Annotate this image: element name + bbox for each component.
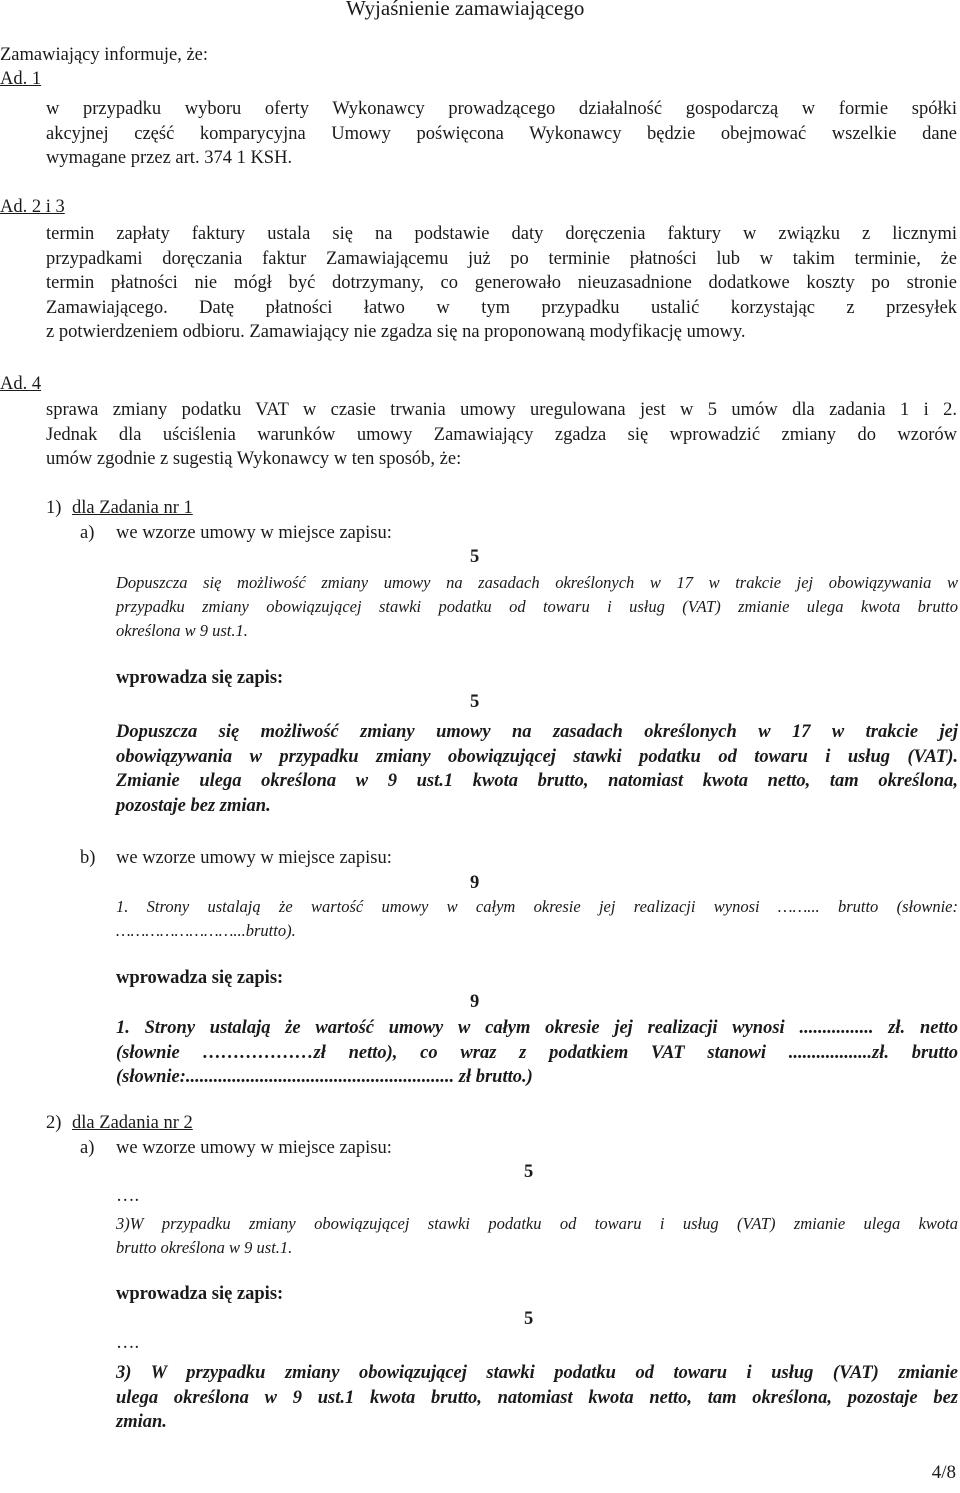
ad23-label-text: Ad. 2 i 3 xyxy=(0,197,65,217)
intro-text: Zamawiający informuje, że: xyxy=(0,45,209,65)
task1a-old-line: określona w 9 ust.1. xyxy=(116,621,248,640)
task1a-new-line: Dopuszcza się możliwość zmiany umowy na zasadach określonych w 17 w trakcie jej xyxy=(116,722,958,742)
task1b-new-section: 9 xyxy=(470,992,480,1012)
ad23-line: termin zapłaty faktury ustala się na podstawie daty doręczenia faktury w związku z licznymi xyxy=(46,224,957,244)
ad1-paragraph xyxy=(46,97,957,171)
task1a-new-line: Zmianie ulega określona w 9 ust.1 kwota brutto, natomiast kwota netto, tam określona, xyxy=(116,771,958,791)
task2a-old-paragraph xyxy=(116,1212,958,1260)
task2a-old-line: brutto określona w 9 ust.1. xyxy=(116,1238,293,1257)
task2a-new-section: 5 xyxy=(524,1309,534,1329)
task1b-section: 9 xyxy=(470,873,480,893)
task1a-new-section: 5 xyxy=(470,692,480,712)
task2a-new-ellipsis: …. xyxy=(116,1333,140,1353)
ad4-paragraph xyxy=(46,398,957,472)
task2a-ellipsis: …. xyxy=(116,1186,140,1206)
task1b-new-paragraph xyxy=(116,1016,958,1090)
task1-heading xyxy=(46,498,193,519)
task2a-old-line: 3)W przypadku zmiany obowiązującej stawki podatku od towaru i usług (VAT) zmianie ulega kwota xyxy=(116,1214,958,1233)
ad4-line: Jednak dla uściślenia warunków umowy Zamawiający zgadza się wprowadzić zmiany do wzorów xyxy=(46,424,957,445)
task2a-new-line: ulega określona w 9 ust.1 kwota brutto, natomiast kwota netto, tam określona, pozostaje bez xyxy=(116,1387,958,1408)
task1b-heading: we wzorze umowy w miejsce zapisu: xyxy=(116,848,392,868)
ad4-line: umów zgodnie z sugestią Wykonawcy w ten sposób, że: xyxy=(46,449,462,469)
ad23-line: przypadkami doręczania faktur Zamawiającemu już po terminie płatności lub w takim terminie, że xyxy=(46,248,957,269)
task1b-old-paragraph xyxy=(116,895,958,943)
ad1-label: Ad. 1 xyxy=(0,69,42,89)
task2a-new-line: zmian. xyxy=(116,1412,167,1432)
ad1-line: w przypadku wyboru oferty Wykonawcy prowadzącego działalność gospodarczą w formie spółki xyxy=(46,99,957,119)
task1a-old-line: Dopuszcza się możliwość zmiany umowy na zasadach określonych w 17 w trakcie jej obowiązywania w xyxy=(116,573,958,592)
task1-number: 1) xyxy=(46,498,62,518)
task2-label: dla Zadania nr 2 xyxy=(72,1113,193,1133)
task1a-old-paragraph xyxy=(116,571,958,643)
task2a-new-paragraph xyxy=(116,1361,958,1435)
task1a-new-line: obowiązywania w przypadku zmiany obowiązującej stawki podatku od towaru i usług (VAT). xyxy=(116,746,958,767)
task2a-section: 5 xyxy=(524,1162,534,1182)
ad23-paragraph xyxy=(46,222,957,345)
task1b-old-line: ……………………...brutto). xyxy=(116,921,296,940)
task1a-old-line: przypadku zmiany obowiązującej stawki podatku od towaru i usług (VAT) zmianie ulega kwota brutto xyxy=(116,597,958,616)
task1-label: dla Zadania nr 1 xyxy=(72,498,193,518)
ad23-line: termin płatności nie mógł być dotrzymany, co generowało nieuzasadnione dodatkowe koszty po stronie xyxy=(46,273,957,293)
task1a-marker: a) xyxy=(80,523,95,543)
task1b-old-line: 1. Strony ustalają że wartość umowy w całym okresie jej realizacji wynosi ……... brutto (słownie: xyxy=(116,897,958,916)
ad4-line: sprawa zmiany podatku VAT w czasie trwania umowy uregulowana jest w 5 umów dla zadania 1 i 2. xyxy=(46,400,957,420)
task1b-new-line: (słownie:.......................................................... zł brutto.) xyxy=(116,1067,533,1087)
task1b-new-line: 1. Strony ustalają że wartość umowy w całym okresie jej realizacji wynosi ................ zł. netto xyxy=(116,1018,958,1038)
task2a-new-line: 3) W przypadku zmiany obowiązującej stawki podatku od towaru i usług (VAT) zmianie xyxy=(116,1363,958,1383)
ad1-line: wymagane przez art. 374 1 KSH. xyxy=(46,148,293,168)
task1b-new-line: (słownie ………………zł netto), co wraz z podatkiem VAT stanowi ..................zł. brutto xyxy=(116,1042,958,1063)
task1a-heading: we wzorze umowy w miejsce zapisu: xyxy=(116,523,392,543)
task2a-heading: we wzorze umowy w miejsce zapisu: xyxy=(116,1138,392,1158)
task1b-new-heading: wprowadza się zapis: xyxy=(116,968,284,988)
ad23-line: Zamawiającego. Datę płatności łatwo w tym przypadku ustalić korzystając z przesyłek xyxy=(46,297,957,318)
task1b-marker: b) xyxy=(80,848,96,868)
ad4-label: Ad. 4 xyxy=(0,374,42,394)
task2a-new-heading: wprowadza się zapis: xyxy=(116,1284,284,1304)
ad1-line: akcyjnej część komparycyjna Umowy poświęcona Wykonawcy będzie obejmować wszelkie dane xyxy=(46,123,957,144)
task1a-section: 5 xyxy=(470,547,480,567)
ad23-line: z potwierdzeniem odbioru. Zamawiający nie zgadza się na proponowaną modyfikację umowy. xyxy=(46,322,746,342)
task1a-new-paragraph xyxy=(116,720,958,818)
task2-heading xyxy=(46,1113,193,1134)
task2-number: 2) xyxy=(46,1113,62,1133)
page-number: 4/8 xyxy=(931,1462,956,1483)
task1a-new-line: pozostaje bez zmian. xyxy=(116,795,271,816)
task2a-marker: a) xyxy=(80,1138,95,1158)
task1a-new-heading: wprowadza się zapis: xyxy=(116,668,284,688)
page-title: Wyjaśnienie zamawiającego xyxy=(346,0,585,20)
ad23-label xyxy=(0,197,65,218)
